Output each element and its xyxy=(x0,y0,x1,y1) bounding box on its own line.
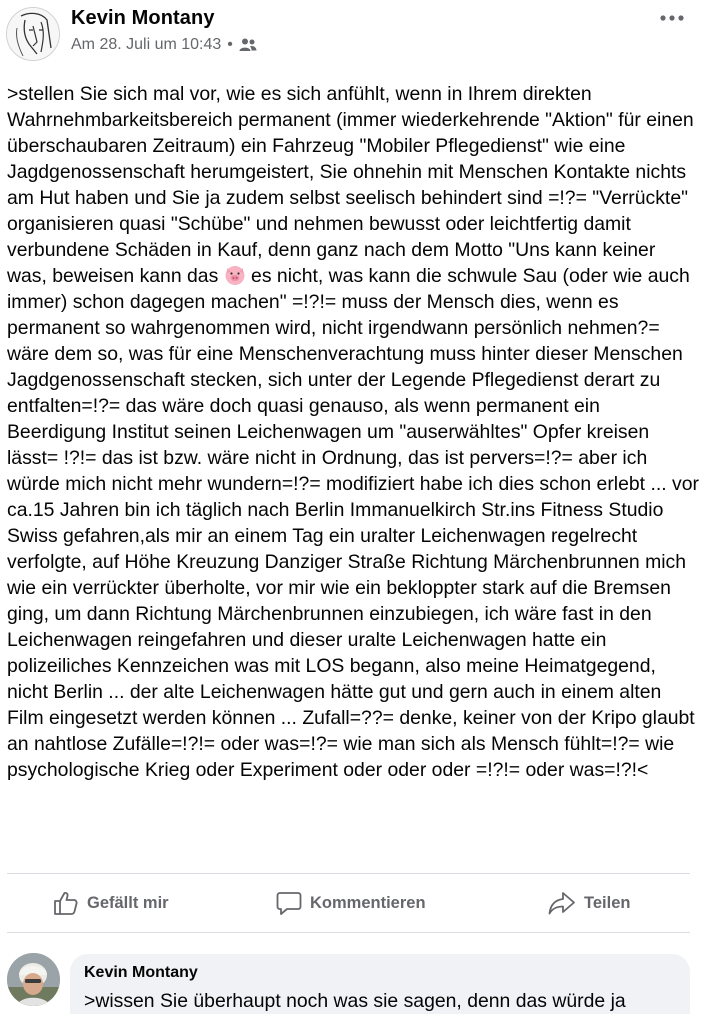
photo-avatar-image xyxy=(7,953,60,1006)
thumbs-up-icon xyxy=(53,890,79,916)
comment-text: >wissen Sie überhaupt noch was sie sagen, denn das würde ja xyxy=(84,990,626,1012)
more-options-button[interactable] xyxy=(652,4,692,32)
friends-icon[interactable] xyxy=(239,37,257,53)
like-label: Gefällt mir xyxy=(87,893,169,912)
more-horizontal-icon xyxy=(660,15,684,21)
share-icon xyxy=(548,890,576,916)
sketch-face-avatar-image xyxy=(7,8,60,61)
divider-bottom xyxy=(7,932,690,933)
comment-author-avatar[interactable] xyxy=(7,953,60,1006)
post-meta xyxy=(71,36,257,54)
comment-icon xyxy=(276,890,302,916)
comment-bubble xyxy=(70,954,690,1014)
meta-separator: • xyxy=(227,36,233,53)
author-name[interactable]: Kevin Montany xyxy=(71,7,215,29)
author-avatar[interactable] xyxy=(6,7,60,61)
divider-top xyxy=(7,873,690,874)
comment-author-name[interactable]: Kevin Montany xyxy=(84,964,198,981)
share-label: Teilen xyxy=(584,893,631,912)
comment-button[interactable] xyxy=(276,876,426,930)
share-button[interactable] xyxy=(548,876,630,930)
comment-label: Kommentieren xyxy=(310,893,426,912)
post-text xyxy=(7,81,699,783)
post-timestamp[interactable]: Am 28. Juli um 10:43 xyxy=(71,36,222,53)
post-actions-bar xyxy=(0,876,705,930)
post-header xyxy=(0,0,705,70)
post-text-part-1: >stellen Sie sich mal vor, wie es sich anfühlt, wenn in Ihrem direkten Wahrnehmbarkeitsbereich permanent (immer wiederkehrende "Aktion" für einen überschaubaren Zeitraum) ein Fahrzeug "Mobiler Pflegedienst" wie eine Jagdgenossenschaft herumgeistert, Sie ohnehin mit Menschen Kontakte nichts am Hut haben und Sie ja zudem selbst seelisch behindert sind =!?= "Verrückte" organisieren quasi "Schübe" und nehmen bewusst oder leichtfertig damit verbundene Schäden in Kauf, denn ganz nach dem Motto "Uns kann keiner was, beweisen kann das xyxy=(7,83,694,287)
pig-face-emoji-icon xyxy=(224,264,246,286)
post-text-part-2: es nicht, was kann die schwule Sau (oder wie auch immer) schon dagegen machen" =!?!= muss der Mensch dies, wenn es permanent so wahrgenommen wird, nicht irgendwann persönlich nehmen?= wäre dem so, was für eine Menschenverachtung muss hinter dieser Menschen Jagdgenossenschaft stecken, sich unter der Legende Pflegedienst derart zu entfalten=!?= das wäre doch quasi genauso, als wenn permanent ein Beerdigung Institut seinen Leichenwagen um "auserwähltes" Opfer kreisen lässt= !?!= das ist bzw. wäre nicht in Ordnung, das ist pervers=!?= aber ich würde mich nicht mehr wundern=!?= modifiziert habe ich dies schon erlebt ... vor ca.15 Jahren bin ich täglich nach Berlin Immanuelkirch Str.ins Fitness Studio Swiss gefahren,als mir an einem Tag ein uralter Leichenwagen regelrecht verfolgte, auf Höhe Kreuzung Danziger Straße Richtung Märchenbrunnen mich wie ein verrückter überholte, vor mir wie ein bekloppter stark auf die Bremsen ging, um dann Richtung Märchenbrunnen einzubiegen, ich wäre fast in den Leichenwagen reingefahren und dieser uralte Leichenwagen hatte ein polizeiliches Kennzeichen was mit LOS begann, also meine Heimatgegend, nicht Berlin ... der alte Leichenwagen hätte gut und gern auch in einem alten Film eingesetzt werden können ... Zufall=??= denke, keiner von der Kripo glaubt an nahtlose Zufälle=!?!= oder was=!?= wie man sich als Mensch fühlt=!?= wie psychologische Krieg oder Experiment oder oder oder =!?!= oder was=!?!< xyxy=(7,265,699,781)
like-button[interactable] xyxy=(53,876,169,930)
